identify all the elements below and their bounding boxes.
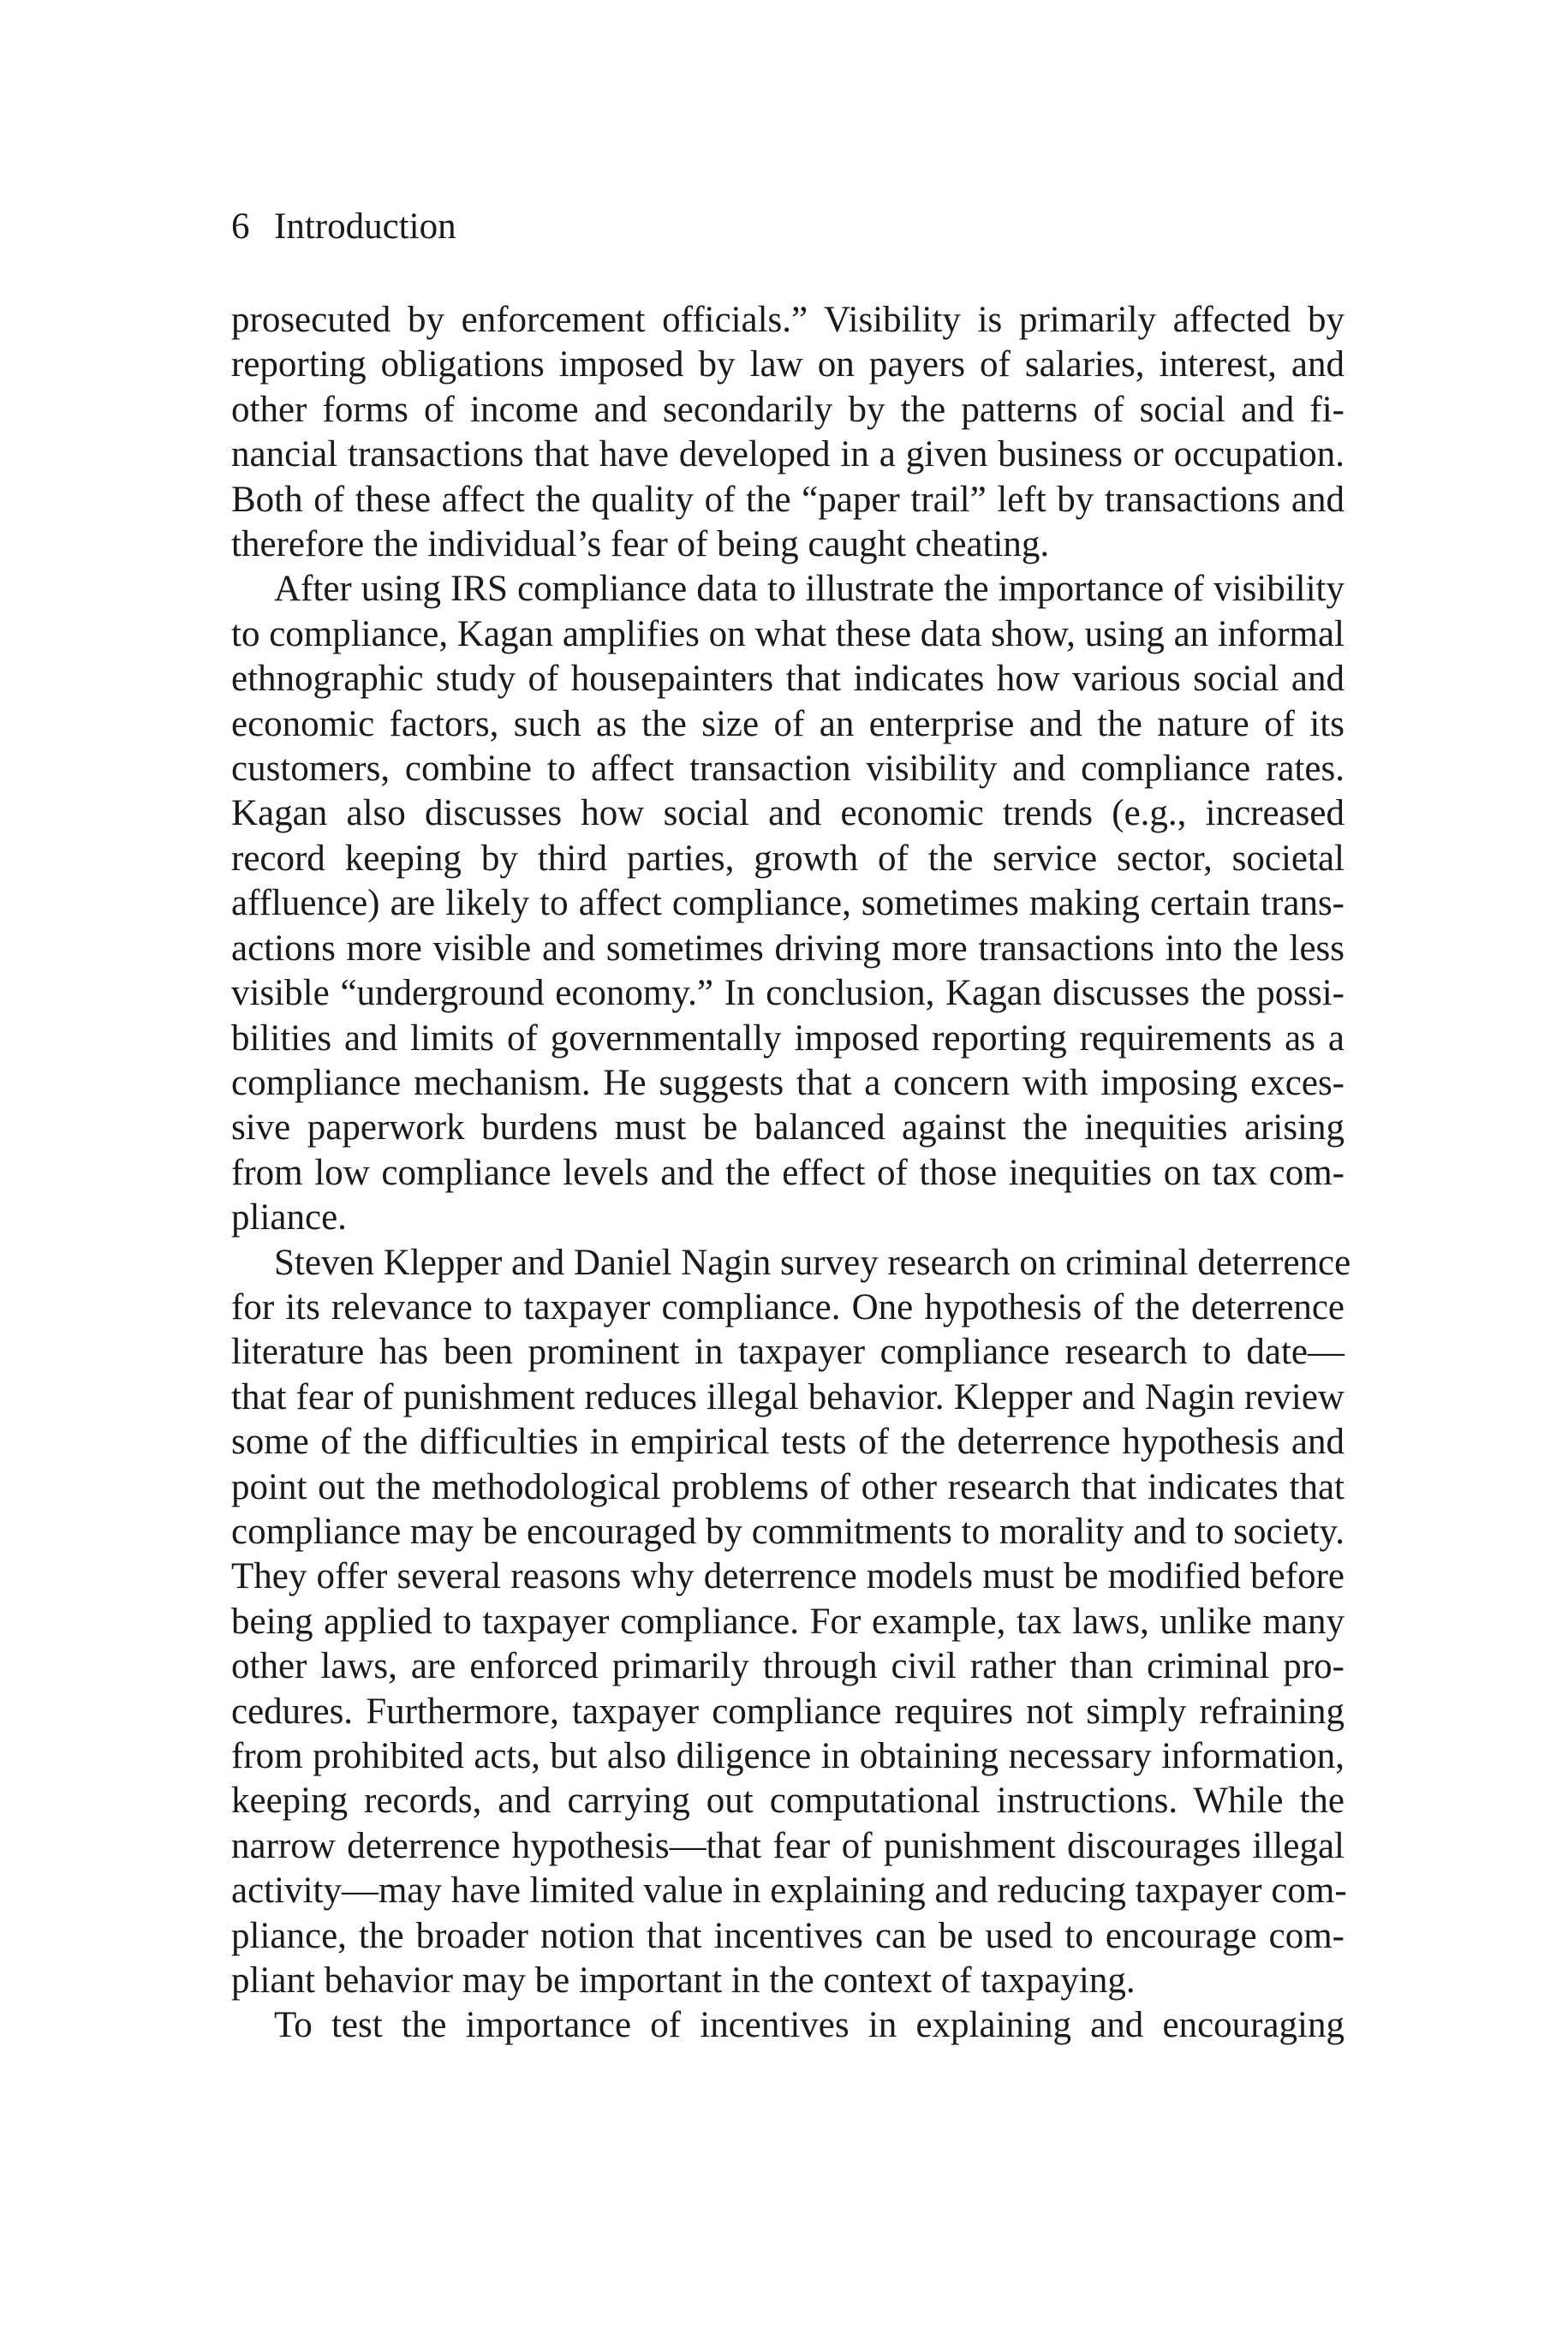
text-line: pliant behavior may be important in the context of taxpaying. — [231, 1960, 1136, 2002]
text-line: cedures. Furthermore, taxpayer compliance requires not simply refraining — [231, 1691, 1344, 1732]
text-line: bilities and limits of governmentally imposed reporting requirements as a — [231, 1017, 1344, 1059]
text-line: reporting obligations imposed by law on payers of salaries, interest, and — [231, 344, 1344, 385]
text-line: compliance may be encouraged by commitments to morality and to society. — [231, 1511, 1344, 1552]
body-text — [231, 298, 1351, 2049]
text-line: keeping records, and carrying out computational instructions. While the — [231, 1781, 1344, 1822]
text-line: for its relevance to taxpayer compliance. One hypothesis of the deterrence — [231, 1286, 1344, 1328]
text-line: ethnographic study of housepainters that indicates how various social and — [231, 659, 1344, 700]
paragraph — [231, 1241, 1351, 2004]
section-title: Introduction — [274, 206, 456, 247]
text-line: narrow deterrence hypothesis—that fear of punishment discourages illegal — [231, 1825, 1344, 1866]
paragraph — [231, 2003, 1344, 2048]
text-line: affluence) are likely to affect compliance, sometimes making certain trans- — [231, 883, 1344, 924]
text-line: other laws, are enforced primarily through civil rather than criminal pro- — [231, 1646, 1344, 1687]
paragraph — [231, 567, 1344, 1240]
text-line: customers, combine to affect transaction visibility and compliance rates. — [231, 749, 1344, 790]
text-line: nancial transactions that have developed in a given business or occupation. — [231, 434, 1344, 475]
text-line: pliance, the broader notion that incentives can be used to encourage com- — [231, 1915, 1344, 1956]
text-line: They offer several reasons why deterrence models must be modified before — [231, 1556, 1344, 1597]
text-line: Steven Klepper and Daniel Nagin survey research on criminal deterrence — [274, 1242, 1351, 1283]
text-line: being applied to taxpayer compliance. For example, tax laws, unlike many — [231, 1601, 1344, 1642]
text-line: point out the methodological problems of other research that indicates that — [231, 1466, 1344, 1507]
text-line: actions more visible and sometimes driving more transactions into the less — [231, 928, 1344, 969]
text-line: After using IRS compliance data to illustrate the importance of visibility — [274, 569, 1344, 610]
text-line: literature has been prominent in taxpayer compliance research to date— — [231, 1332, 1344, 1373]
book-page — [231, 206, 1351, 2049]
text-line: sive paperwork burdens must be balanced against the inequities arising — [231, 1107, 1344, 1149]
text-line: Kagan also discusses how social and economic trends (e.g., increased — [231, 793, 1344, 834]
text-line: some of the difficulties in empirical tests of the deterrence hypothesis and — [231, 1422, 1344, 1463]
text-line: visible “underground economy.” In conclusion, Kagan discusses the possi- — [231, 973, 1344, 1014]
text-line: record keeping by third parties, growth of the service sector, societal — [231, 838, 1344, 879]
text-line: compliance mechanism. He suggests that a concern with imposing exces- — [231, 1062, 1344, 1103]
text-line: activity—may have limited value in explaining and reducing taxpayer com- — [231, 1871, 1347, 1912]
text-line: To test the importance of incentives in explaining and encouraging — [274, 2005, 1344, 2046]
text-line: prosecuted by enforcement officials.” Visibility is primarily affected by — [231, 300, 1344, 340]
text-line: economic factors, such as the size of an enterprise and the nature of its — [231, 703, 1344, 744]
text-line: from low compliance levels and the effect of those inequities on tax com- — [231, 1152, 1344, 1193]
text-line: from prohibited acts, but also diligence in obtaining necessary information, — [231, 1736, 1344, 1776]
text-line: therefore the individual’s fear of being caught cheating. — [231, 524, 1050, 565]
running-head — [231, 206, 1344, 248]
text-line: other forms of income and secondarily by the patterns of social and fi- — [231, 389, 1344, 430]
paragraph — [231, 298, 1344, 567]
page-number: 6 — [231, 206, 250, 247]
text-line: to compliance, Kagan amplifies on what these data show, using an informal — [231, 613, 1344, 654]
text-line: Both of these affect the quality of the “paper trail” left by transactions and — [231, 479, 1344, 520]
text-line: pliance. — [231, 1197, 347, 1238]
text-line: that fear of punishment reduces illegal behavior. Klepper and Nagin review — [231, 1376, 1344, 1417]
